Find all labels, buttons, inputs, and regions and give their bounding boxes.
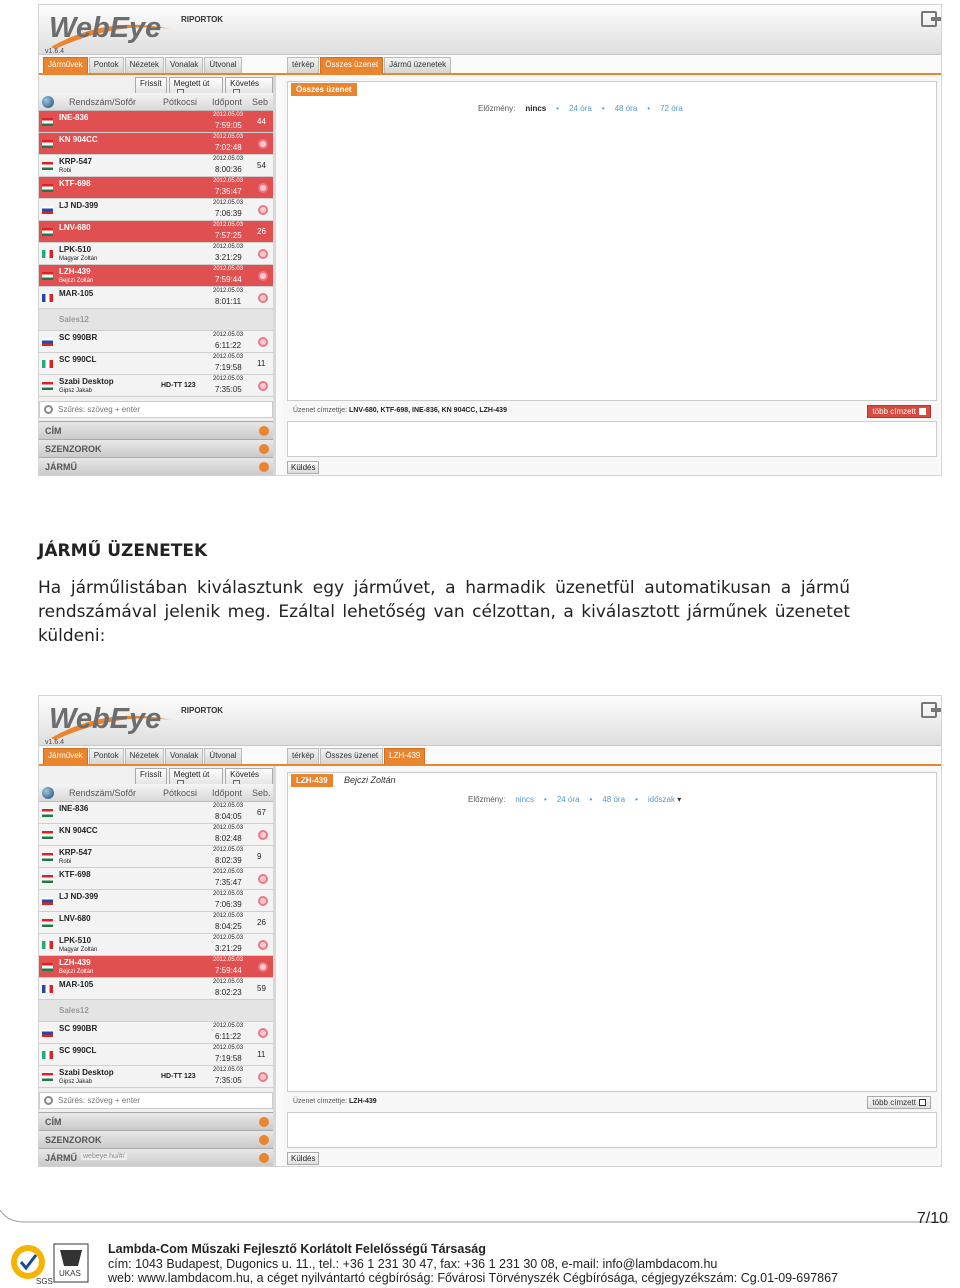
position-time: 7:06:39: [215, 900, 242, 909]
vehicle-list: [39, 802, 273, 1088]
vehicle-plate: LNV-680: [59, 914, 91, 923]
expand-icon: [259, 462, 269, 472]
flag-icon: [42, 206, 53, 214]
vehicle-panel: [39, 766, 276, 1167]
tab-lines[interactable]: Vonalak: [165, 57, 203, 73]
stopped-icon: [258, 940, 268, 950]
group-row[interactable]: [39, 309, 273, 331]
stopped-icon: [258, 293, 268, 303]
message-panel: [283, 766, 939, 1167]
recipients-line: Üzenet címzettje: LNV-680, KTF-698, INE-836, KN 904CC, LZH-439: [293, 407, 507, 414]
vehicle-row[interactable]: [39, 868, 273, 890]
position-time: 3:21:29: [215, 944, 242, 953]
stopped-icon: [258, 874, 268, 884]
open-message-tab[interactable]: Összes üzenet: [291, 83, 357, 96]
route-button[interactable]: Megtett út: [169, 77, 223, 99]
webeye-logo: [47, 7, 175, 53]
position-date: 2012.05.03: [213, 803, 244, 809]
speed-value: 44: [257, 117, 266, 126]
accordion-vehicle[interactable]: JÁRMŰ: [39, 457, 273, 475]
vehicle-row[interactable]: [39, 802, 273, 824]
page-number: 7/10: [916, 1210, 948, 1227]
vehicle-row[interactable]: [39, 934, 273, 956]
flag-icon: [42, 1029, 53, 1037]
stopped-icon: [258, 896, 268, 906]
history-24h[interactable]: 24 óra: [569, 104, 592, 113]
col-time[interactable]: Időpont: [212, 788, 243, 798]
certification-logos: [8, 1242, 92, 1286]
position-date: 2012.05.03: [213, 288, 244, 294]
vehicle-row[interactable]: [39, 331, 273, 353]
vehicle-row[interactable]: [39, 978, 273, 1000]
vehicle-row[interactable]: [39, 956, 273, 978]
message-textarea[interactable]: [287, 1112, 937, 1148]
flag-icon: [42, 897, 53, 905]
recipients-line: Üzenet címzettje: LZH-439: [293, 1098, 377, 1105]
app-header: [39, 696, 941, 746]
stopped-icon: [258, 183, 268, 193]
section-title: JÁRMŰ ÜZENETEK: [38, 541, 208, 561]
vehicle-row[interactable]: [39, 1044, 273, 1066]
stopped-icon: [258, 962, 268, 972]
follow-button[interactable]: Követés: [225, 768, 273, 790]
position-time: 8:00:36: [215, 165, 242, 174]
flag-icon: [42, 184, 53, 192]
footer-web: web: www.lambdacom.hu, a céget nyilvántartó cégbíróság: Fővárosi Törvényszék Cégbírósága, cégjegyzékszám: Cg.01-09-697867: [108, 1271, 839, 1285]
svg-text:SGS: SGS: [36, 1277, 53, 1286]
flag-icon: [42, 1073, 53, 1081]
vehicle-plate: KRP-547: [59, 157, 92, 166]
vehicle-plate: LPK-510: [59, 245, 92, 254]
tab-map[interactable]: térkép: [287, 748, 319, 764]
refresh-button[interactable]: Frissít: [135, 77, 167, 99]
vehicle-plate: LNV-680: [59, 223, 91, 232]
stopped-icon: [258, 205, 268, 215]
vehicle-list: [39, 111, 273, 397]
left-tabs: [43, 57, 242, 73]
trailer-plate: HD-TT 123: [161, 382, 196, 389]
vehicle-plate: KRP-547: [59, 848, 92, 857]
expand-icon: [259, 1117, 269, 1127]
position-time: 7:35:47: [215, 187, 242, 196]
reports-tab[interactable]: RIPORTOK: [181, 706, 224, 715]
tab-lines[interactable]: Vonalak: [165, 748, 203, 764]
history-period[interactable]: időszak ▾: [647, 795, 682, 804]
send-button[interactable]: Küldés: [287, 1152, 319, 1165]
version-label: v1.6.4: [45, 48, 65, 55]
tab-vehicles[interactable]: Járművek: [43, 57, 88, 73]
col-trailer[interactable]: Pótkocsi: [163, 97, 198, 107]
vehicle-plate: LZH-439: [59, 958, 91, 967]
vehicle-row[interactable]: [39, 846, 273, 868]
svg-text:WebEye: WebEye: [49, 12, 162, 44]
vehicle-plate: LPK-510: [59, 936, 92, 945]
vehicle-row[interactable]: [39, 1066, 273, 1088]
screenshot-vehicle-message: [38, 695, 942, 1167]
right-tabs: [287, 748, 425, 764]
vehicle-row[interactable]: [39, 265, 273, 287]
stopped-icon: [258, 1028, 268, 1038]
position-time: 8:04:25: [215, 922, 242, 931]
history-72h[interactable]: 72 óra: [660, 104, 683, 113]
vehicle-plate: LJ ND-399: [59, 892, 99, 901]
flag-icon: [42, 919, 53, 927]
vehicle-plate: MAR-105: [59, 980, 94, 989]
position-time: 6:11:22: [215, 341, 242, 350]
tab-all-messages[interactable]: Összes üzenet: [320, 57, 383, 73]
group-name: Sales12: [59, 1006, 89, 1015]
tab-views[interactable]: Nézetek: [125, 57, 164, 73]
follow-button[interactable]: Követés: [225, 77, 273, 99]
position-time: 7:57:25: [215, 231, 242, 240]
tab-points[interactable]: Pontok: [89, 748, 124, 764]
flag-icon: [42, 294, 53, 302]
speed-value: 26: [257, 227, 266, 236]
position-time: 3:21:29: [215, 253, 242, 262]
flag-icon: [42, 338, 53, 346]
position-time: 7:35:47: [215, 878, 242, 887]
position-time: 7:59:44: [215, 275, 242, 284]
tab-all-messages[interactable]: Összes üzenet: [320, 748, 383, 764]
app-header: [39, 5, 941, 55]
driver-name: Magyar Zoltán: [59, 256, 98, 262]
route-button[interactable]: Megtett út: [169, 768, 223, 790]
tab-map[interactable]: térkép: [287, 57, 319, 73]
vehicle-plate: Szabi Desktop: [59, 377, 114, 386]
vehicle-plate: LZH-439: [59, 267, 91, 276]
position-date: 2012.05.03: [213, 825, 244, 831]
tab-vehicles[interactable]: Járművek: [43, 748, 88, 764]
refresh-button[interactable]: Frissít: [135, 768, 167, 790]
col-speed[interactable]: Seb.: [252, 788, 271, 798]
flag-icon: [42, 1051, 53, 1059]
svg-text:WebEye: WebEye: [49, 703, 162, 735]
flag-icon: [42, 118, 53, 126]
history-none[interactable]: nincs: [515, 795, 535, 804]
flag-icon: [42, 228, 53, 236]
stopped-icon: [258, 830, 268, 840]
speed-value: 11: [257, 359, 266, 368]
vehicle-plate: KN 904CC: [59, 826, 98, 835]
history-48h[interactable]: 48 óra: [602, 795, 626, 804]
accordion-address[interactable]: CÍM: [39, 1112, 273, 1130]
position-date: 2012.05.03: [213, 913, 244, 919]
driver-name: Robi: [59, 859, 72, 865]
vehicle-plate: KN 904CC: [59, 135, 98, 144]
position-time: 7:02:48: [215, 143, 242, 152]
vehicle-plate: SC 990BR: [59, 333, 98, 342]
section-paragraph: Ha járműlistában kiválasztunk egy járművet, a harmadik üzenetfül automatikusan a jármű rendszámával jelenik meg. Ezáltal lehetőség van célzottan, a kiválasztott járműnek üzenetet küldeni:: [38, 578, 850, 646]
filter-box: [39, 401, 273, 418]
vehicle-list-header: [39, 93, 273, 111]
position-date: 2012.05.03: [213, 376, 244, 382]
col-plate[interactable]: Rendszám/Sofőr: [69, 97, 137, 107]
stopped-icon: [258, 139, 268, 149]
speed-value: 59: [257, 984, 266, 993]
send-button[interactable]: Küldés: [287, 461, 319, 474]
stopped-icon: [258, 271, 268, 281]
col-plate[interactable]: Rendszám/Sofőr: [69, 788, 137, 798]
vehicle-plate: SC 990CL: [59, 1046, 97, 1055]
footer-company: Lambda-Com Műszaki Fejlesztő Korlátolt Felelősségű Társaság: [108, 1242, 486, 1256]
vehicle-plate: SC 990BR: [59, 1024, 98, 1033]
position-date: 2012.05.03: [213, 178, 244, 184]
speed-value: 67: [257, 808, 266, 817]
checkbox-icon: [919, 1099, 926, 1106]
history-filter: Előzmény: nincs • 24 óra • 48 óra • időszak ▾: [468, 795, 682, 804]
flag-icon: [42, 162, 53, 170]
accordion-vehicle[interactable]: JÁRMŰ webeye.hu/#/: [39, 1148, 273, 1166]
position-time: 7:06:39: [215, 209, 242, 218]
col-speed[interactable]: Seb: [252, 97, 269, 107]
position-date: 2012.05.03: [213, 1067, 244, 1073]
footer-address: cím: 1043 Budapest, Dugonics u. 11., tel.: +36 1 231 30 47, fax: +36 1 231 30 08, e-mail: info@lambdacom.hu: [108, 1257, 718, 1271]
speed-value: 26: [257, 918, 266, 927]
position-date: 2012.05.03: [213, 1023, 244, 1029]
message-panel: [283, 75, 939, 476]
tab-points[interactable]: Pontok: [89, 57, 124, 73]
vehicle-panel: [39, 75, 276, 476]
open-message-tab[interactable]: LZH-439: [291, 774, 333, 787]
history-24h[interactable]: 24 óra: [556, 795, 580, 804]
vehicle-row[interactable]: [39, 824, 273, 846]
vehicle-plate: INE-836: [59, 113, 89, 122]
position-time: 8:01:11: [215, 297, 242, 306]
driver-name: Bejczi Zoltán: [59, 969, 94, 975]
message-history: [287, 81, 937, 401]
accordion-address[interactable]: CÍM: [39, 421, 273, 439]
vehicle-row[interactable]: [39, 199, 273, 221]
driver-name: Gipsz Jakab: [59, 1079, 93, 1085]
vehicle-list-header: [39, 784, 273, 802]
expand-icon: [259, 1135, 269, 1145]
position-date: 2012.05.03: [213, 847, 244, 853]
vehicle-row[interactable]: [39, 375, 273, 397]
flag-icon: [42, 985, 53, 993]
tab-vehicle-messages[interactable]: Jármű üzenetek: [384, 57, 451, 73]
driver-name: Robi: [59, 168, 72, 174]
trailer-plate: HD-TT 123: [161, 1073, 196, 1080]
group-row[interactable]: [39, 1000, 273, 1022]
chevron-down-icon: ▾: [677, 795, 682, 804]
right-tabs: [287, 57, 451, 73]
vehicle-plate: KTF-698: [59, 179, 91, 188]
filter-input[interactable]: [58, 1094, 268, 1107]
vehicle-row[interactable]: [39, 243, 273, 265]
driver-name: Bejczi Zoltán: [59, 278, 94, 284]
driver-name: Gipsz Jakab: [59, 388, 93, 394]
search-icon: [44, 405, 53, 414]
speed-value: 9: [257, 852, 262, 861]
position-date: 2012.05.03: [213, 957, 244, 963]
flag-icon: [42, 875, 53, 883]
position-date: 2012.05.03: [213, 332, 244, 338]
flag-icon: [42, 250, 53, 258]
vehicle-row[interactable]: [39, 890, 273, 912]
filter-box: [39, 1092, 273, 1109]
stopped-icon: [258, 249, 268, 259]
history-none[interactable]: nincs: [525, 104, 547, 113]
position-time: 8:02:23: [215, 988, 242, 997]
vehicle-row[interactable]: [39, 912, 273, 934]
vehicle-plate: Szabi Desktop: [59, 1068, 114, 1077]
version-label: v1.6.4: [45, 739, 65, 746]
expand-icon: [259, 426, 269, 436]
vehicle-row[interactable]: [39, 287, 273, 309]
position-date: 2012.05.03: [213, 1045, 244, 1051]
position-time: 7:59:05: [215, 121, 242, 130]
vehicle-plate: MAR-105: [59, 289, 94, 298]
driver-name: Bejczi Zoltán: [344, 775, 396, 785]
position-time: 7:19:58: [215, 363, 242, 372]
left-tabs: [43, 748, 242, 764]
stopped-icon: [258, 381, 268, 391]
position-date: 2012.05.03: [213, 200, 244, 206]
position-time: 8:02:48: [215, 834, 242, 843]
more-recipients-button[interactable]: több címzett: [867, 1096, 931, 1109]
checkbox-icon: [919, 408, 926, 415]
vehicle-row[interactable]: [39, 353, 273, 375]
tab-views[interactable]: Nézetek: [125, 748, 164, 764]
tab-vehicle-lzh439[interactable]: LZH-439: [384, 748, 425, 764]
driver-name: Magyar Zoltán: [59, 947, 98, 953]
flag-icon: [42, 831, 53, 839]
vehicle-plate: INE-836: [59, 804, 89, 813]
tab-route[interactable]: Útvonal: [204, 748, 241, 764]
position-time: 7:19:58: [215, 1054, 242, 1063]
speed-value: 11: [257, 1050, 266, 1059]
more-recipients-button[interactable]: több címzett: [867, 405, 931, 418]
position-time: 6:11:22: [215, 1032, 242, 1041]
flag-icon: [42, 941, 53, 949]
message-history: [287, 772, 937, 1092]
vehicle-plate: SC 990CL: [59, 355, 97, 364]
search-icon: [44, 1096, 53, 1105]
vehicle-row[interactable]: [39, 111, 273, 133]
footer-curve: [0, 1208, 960, 1238]
logout-icon[interactable]: [921, 702, 937, 718]
position-date: 2012.05.03: [213, 266, 244, 272]
col-time[interactable]: Időpont: [212, 97, 243, 107]
status-url: webeye.hu/#/: [83, 1153, 125, 1160]
position-date: 2012.05.03: [213, 134, 244, 140]
vehicle-plate: KTF-698: [59, 870, 91, 879]
globe-icon[interactable]: [42, 96, 54, 108]
reports-tab[interactable]: RIPORTOK: [181, 15, 224, 24]
position-date: 2012.05.03: [213, 156, 244, 162]
position-time: 7:35:05: [215, 385, 242, 394]
position-date: 2012.05.03: [213, 354, 244, 360]
position-date: 2012.05.03: [213, 979, 244, 985]
screenshot-all-messages: [38, 4, 942, 476]
vehicle-row[interactable]: [39, 133, 273, 155]
vehicle-row[interactable]: [39, 1022, 273, 1044]
accordion-sensors[interactable]: SZENZOROK: [39, 439, 273, 457]
speed-value: 54: [257, 161, 266, 170]
logout-icon[interactable]: [921, 11, 937, 27]
stopped-icon: [258, 337, 268, 347]
flag-icon: [42, 272, 53, 280]
group-name: Sales12: [59, 315, 89, 324]
accordion-sensors[interactable]: SZENZOROK: [39, 1130, 273, 1148]
filter-input[interactable]: [58, 403, 268, 416]
position-time: 7:59:44: [215, 966, 242, 975]
position-date: 2012.05.03: [213, 891, 244, 897]
position-date: 2012.05.03: [213, 112, 244, 118]
expand-icon: [259, 1153, 269, 1163]
flag-icon: [42, 140, 53, 148]
history-48h[interactable]: 48 óra: [614, 104, 638, 113]
position-date: 2012.05.03: [213, 244, 244, 250]
stopped-icon: [258, 1072, 268, 1082]
col-trailer[interactable]: Pótkocsi: [163, 788, 198, 798]
webeye-logo: [47, 698, 175, 744]
position-time: 8:02:39: [215, 856, 242, 865]
message-textarea[interactable]: [287, 421, 937, 457]
flag-icon: [42, 853, 53, 861]
svg-text:UKAS: UKAS: [59, 1269, 81, 1278]
vehicle-row[interactable]: [39, 155, 273, 177]
tab-route[interactable]: Útvonal: [204, 57, 241, 73]
globe-icon[interactable]: [42, 787, 54, 799]
history-filter: Előzmény: nincs • 24 óra • 48 óra • 72 óra: [478, 104, 683, 113]
position-date: 2012.05.03: [213, 935, 244, 941]
flag-icon: [42, 360, 53, 368]
vehicle-plate: LJ ND-399: [59, 201, 99, 210]
flag-icon: [42, 382, 53, 390]
position-date: 2012.05.03: [213, 869, 244, 875]
position-time: 8:04:05: [215, 812, 242, 821]
position-time: 7:35:05: [215, 1076, 242, 1085]
vehicle-row[interactable]: [39, 221, 273, 243]
expand-icon: [259, 444, 269, 454]
vehicle-row[interactable]: [39, 177, 273, 199]
flag-icon: [42, 809, 53, 817]
flag-icon: [42, 963, 53, 971]
position-date: 2012.05.03: [213, 222, 244, 228]
